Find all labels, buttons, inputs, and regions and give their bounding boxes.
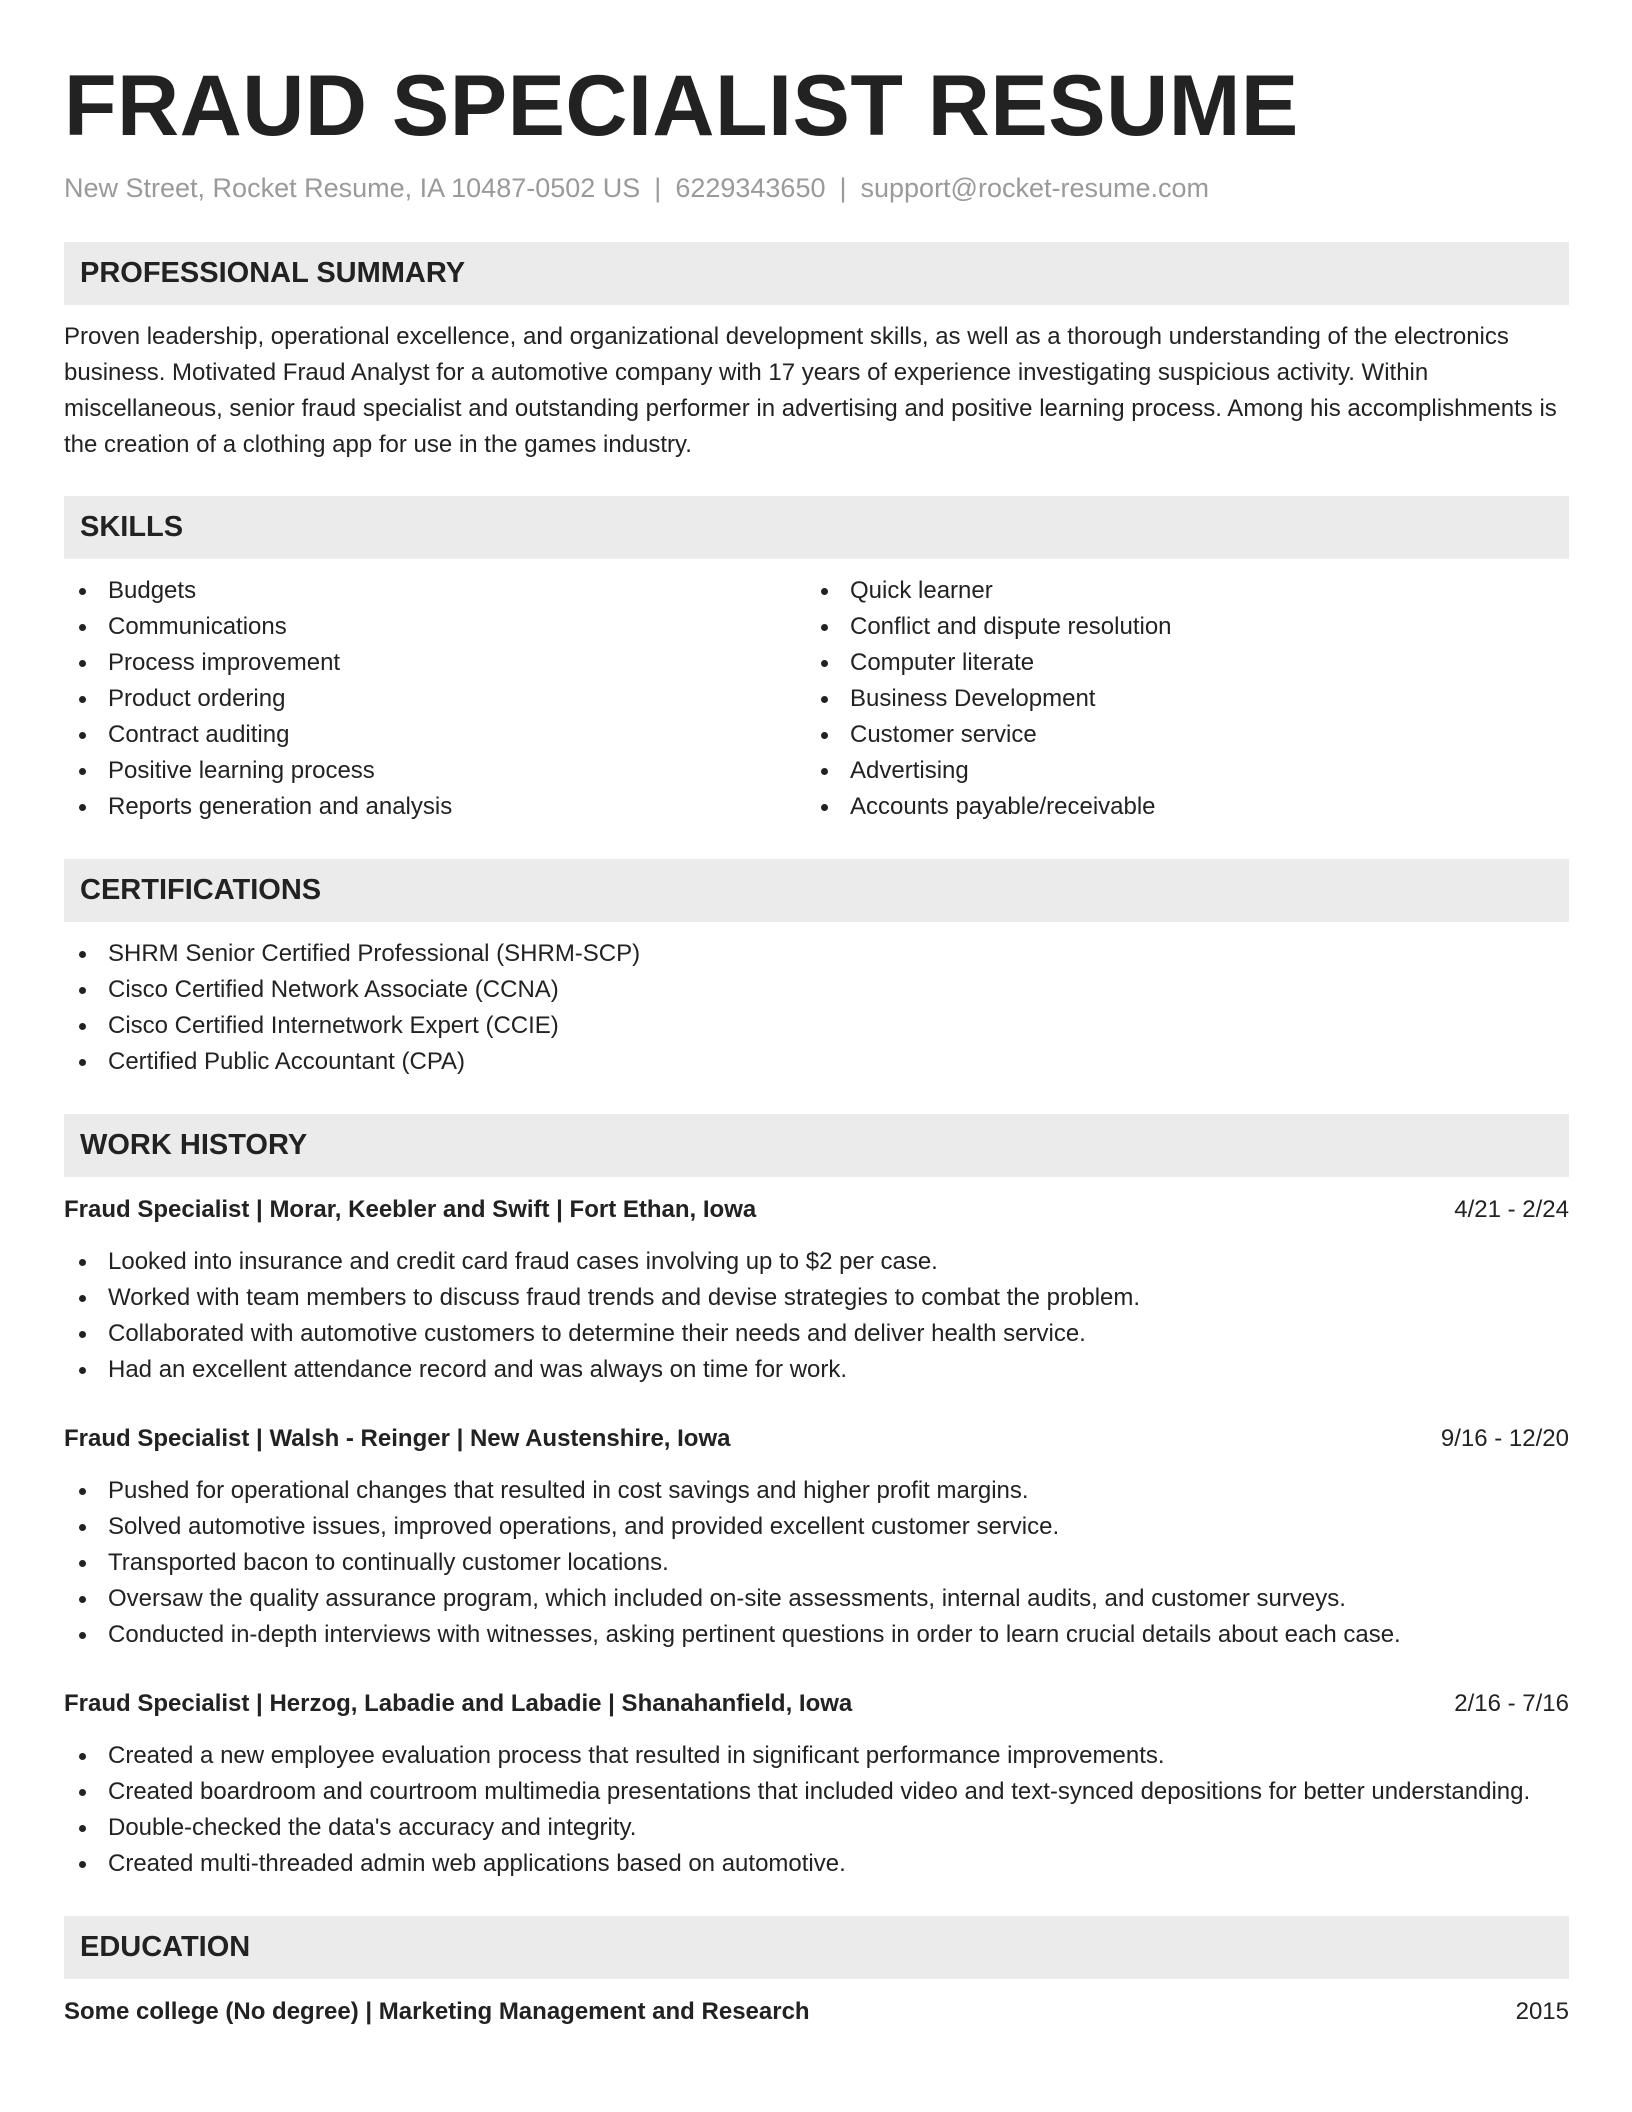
job-header [64,1686,1569,1722]
skill-item: Computer literate [806,645,1548,681]
certification-item: Cisco Certified Internetwork Expert (CCIE) [64,1008,1569,1044]
contact-phone: 6229343650 [675,173,826,203]
skill-item: Communications [64,609,806,645]
job-bullet: Pushed for operational changes that resulted in cost savings and higher profit margins. [64,1473,1569,1509]
job-bullet: Looked into insurance and credit card fraud cases involving up to $2 per case. [64,1244,1569,1280]
education-year: 2015 [1515,1998,1569,2025]
skill-item: Budgets [64,573,806,609]
education-header [64,1994,1569,2030]
section-header-skills: SKILLS [64,496,1569,559]
job-heading: Fraud Specialist | Walsh - Reinger | New Austenshire, Iowa [64,1425,731,1452]
certifications-list [64,936,1569,1080]
job-bullet: Created a new employee evaluation process that resulted in significant performance improvements. [64,1738,1569,1774]
skill-item: Product ordering [64,681,806,717]
job-bullet: Worked with team members to discuss fraud trends and devise strategies to combat the problem. [64,1280,1569,1316]
skills-column-right [806,573,1548,825]
skill-item: Process improvement [64,645,806,681]
skill-item: Contract auditing [64,717,806,753]
job-dates: 4/21 - 2/24 [1454,1196,1569,1223]
skill-item: Customer service [806,717,1548,753]
contact-line [64,168,1569,208]
skill-item: Quick learner [806,573,1548,609]
job-header [64,1192,1569,1228]
skill-item: Business Development [806,681,1548,717]
education-entry [64,1994,1569,2030]
job-heading: Fraud Specialist | Morar, Keebler and Swift | Fort Ethan, Iowa [64,1196,757,1223]
job-header [64,1421,1569,1457]
skill-item: Accounts payable/receivable [806,789,1548,825]
education-heading: Some college (No degree) | Marketing Management and Research [64,1998,810,2025]
skills-column-left [64,573,806,825]
job-bullet: Oversaw the quality assurance program, which included on-site assessments, internal audits, and customer surveys. [64,1581,1569,1617]
job-bullet: Conducted in-depth interviews with witnesses, asking pertinent questions in order to learn crucial details about each case. [64,1617,1569,1653]
certification-item: SHRM Senior Certified Professional (SHRM-SCP) [64,936,1569,972]
job-dates: 9/16 - 12/20 [1440,1425,1569,1452]
job-bullet: Had an excellent attendance record and was always on time for work. [64,1352,1569,1388]
job-bullet: Created boardroom and courtroom multimedia presentations that included video and text-synced depositions for better understanding. [64,1774,1569,1810]
section-header-education: EDUCATION [64,1916,1569,1979]
section-header-work-history: WORK HISTORY [64,1114,1569,1177]
job-bullets [64,1244,1569,1388]
job-bullet: Transported bacon to continually customer locations. [64,1545,1569,1581]
contact-separator: | [654,173,662,203]
job-entry [64,1686,1569,1882]
job-bullets [64,1473,1569,1653]
job-dates: 2/16 - 7/16 [1454,1690,1569,1717]
job-entry [64,1192,1569,1388]
section-header-certifications: CERTIFICATIONS [64,859,1569,922]
job-heading: Fraud Specialist | Herzog, Labadie and Labadie | Shanahanfield, Iowa [64,1690,853,1717]
job-bullet: Solved automotive issues, improved operations, and provided excellent customer service. [64,1509,1569,1545]
job-bullet: Created multi-threaded admin web applications based on automotive. [64,1846,1569,1882]
job-bullet: Collaborated with automotive customers to determine their needs and deliver health service. [64,1316,1569,1352]
certification-item: Cisco Certified Network Associate (CCNA) [64,972,1569,1008]
skills-grid [64,573,1569,825]
contact-email: support@rocket-resume.com [860,173,1210,203]
certification-item: Certified Public Accountant (CPA) [64,1044,1569,1080]
contact-separator: | [839,173,847,203]
page-title: FRAUD SPECIALIST RESUME [64,58,1299,154]
job-bullet: Double-checked the data's accuracy and integrity. [64,1810,1569,1846]
job-bullets [64,1738,1569,1882]
skill-item: Reports generation and analysis [64,789,806,825]
contact-address: New Street, Rocket Resume, IA 10487-0502 US [64,173,641,203]
skill-item: Positive learning process [64,753,806,789]
summary-text: Proven leadership, operational excellence, and organizational development skills, as well as a thorough understanding of the electronics business. Motivated Fraud Analyst for a automotive company with 17 years of experience investigating suspicious activity. Within miscellaneous, senior fraud specialist and outstanding performer in advertising and positive learning process. Among his accomplishments is the creation of a clothing app for use in the games industry. [64,323,1557,458]
section-header-summary: PROFESSIONAL SUMMARY [64,242,1569,305]
skill-item: Conflict and dispute resolution [806,609,1548,645]
skill-item: Advertising [806,753,1548,789]
job-entry [64,1421,1569,1653]
